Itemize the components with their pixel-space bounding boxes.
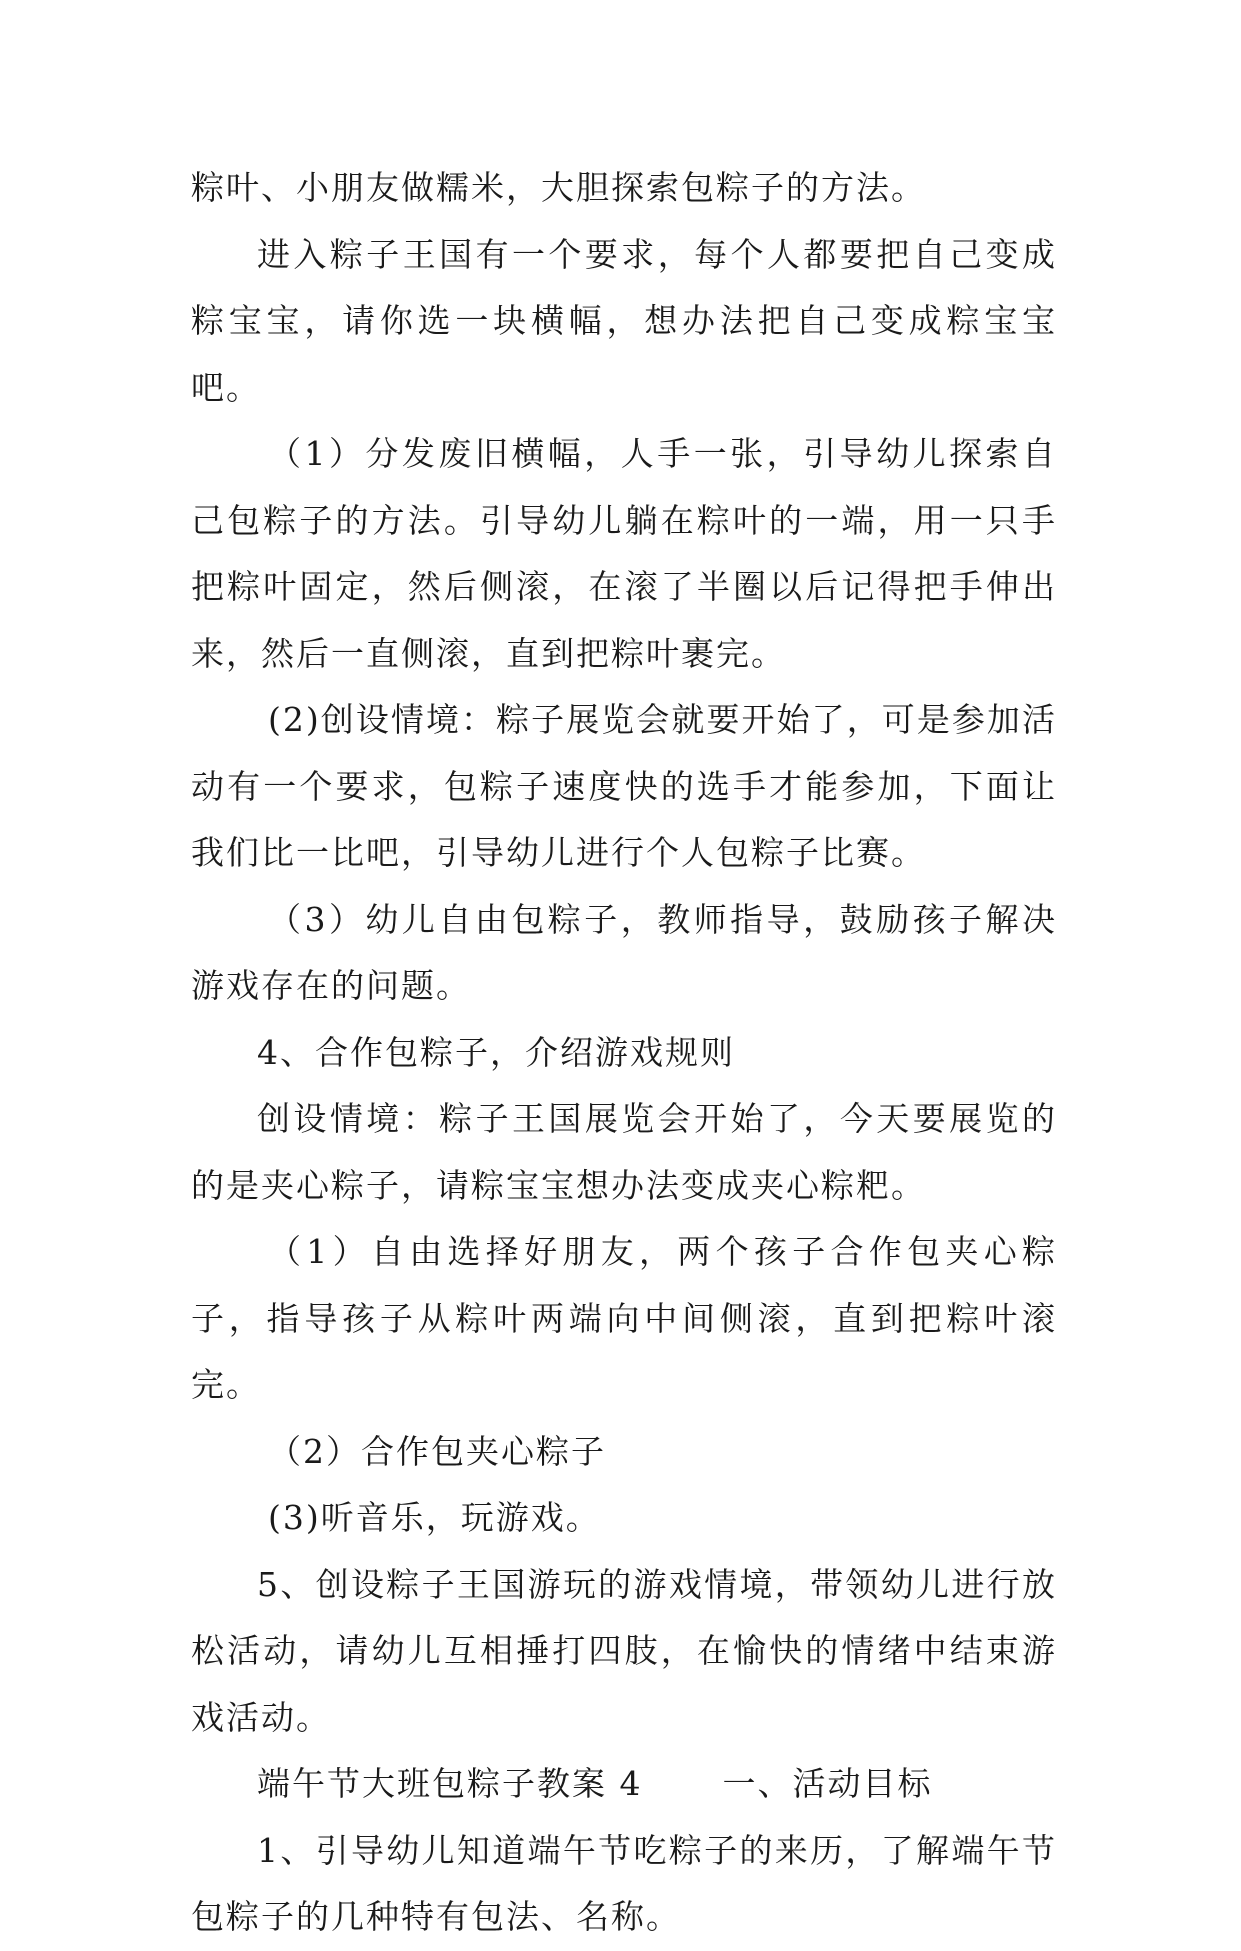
paragraph-coop-step-2: （2）合作包夹心粽子 (268, 1431, 606, 1471)
paragraph-scenario: 创设情境：粽子王国展览会开始了，今天要展览的的是夹心粽子，请粽宝宝想办法变成夹心粽粑。 (191, 1099, 1057, 1205)
paragraph-coop-step-3: (3)听音乐，玩游戏。 (268, 1498, 601, 1537)
lesson-plan-heading (191, 1751, 1057, 1818)
lesson-plan-title: 端午节大班包粽子教案 4 (257, 1764, 643, 1803)
activity-goals-heading: 一、活动目标 (722, 1764, 933, 1803)
document-body (191, 155, 1057, 1951)
paragraph-coop-step-1: （1）自由选择好朋友，两个孩子合作包夹心粽子，指导孩子从粽叶两端向中间侧滚，直到把粽叶滚完。 (191, 1232, 1057, 1404)
section-heading-4: 4、合作包粽子，介绍游戏规则 (257, 1032, 735, 1072)
section-heading-5: 5、创设粽子王国游玩的游戏情境，带领幼儿进行放松活动，请幼儿互相捶打四肢，在愉快的情绪中结束游戏活动。 (191, 1564, 1057, 1737)
paragraph-enter-kingdom: 进入粽子王国有一个要求，每个人都要把自己变成粽宝宝，请你选一块横幅，想办法把自己变成粽宝宝吧。 (191, 234, 1057, 407)
paragraph-goal-1: 1、引导幼儿知道端午节吃粽子的来历，了解端午节包粽子的几种特有包法、名称。 (191, 1830, 1057, 1936)
paragraph-step-3: （3）幼儿自由包粽子，教师指导，鼓励孩子解决游戏存在的问题。 (191, 899, 1057, 1005)
paragraph-continued: 粽叶、小朋友做糯米，大胆探索包粽子的方法。 (191, 168, 926, 207)
paragraph-step-2: (2)创设情境：粽子展览会就要开始了，可是参加活动有一个要求，包粽子速度快的选手才能参加，下面让我们比一比吧，引导幼儿进行个人包粽子比赛。 (191, 700, 1057, 872)
paragraph-step-1: （1）分发废旧横幅，人手一张，引导幼儿探索自己包粽子的方法。引导幼儿躺在粽叶的一端，用一只手把粽叶固定，然后侧滚，在滚了半圈以后记得把手伸出来，然后一直侧滚，直到把粽叶裹完。 (191, 434, 1057, 673)
